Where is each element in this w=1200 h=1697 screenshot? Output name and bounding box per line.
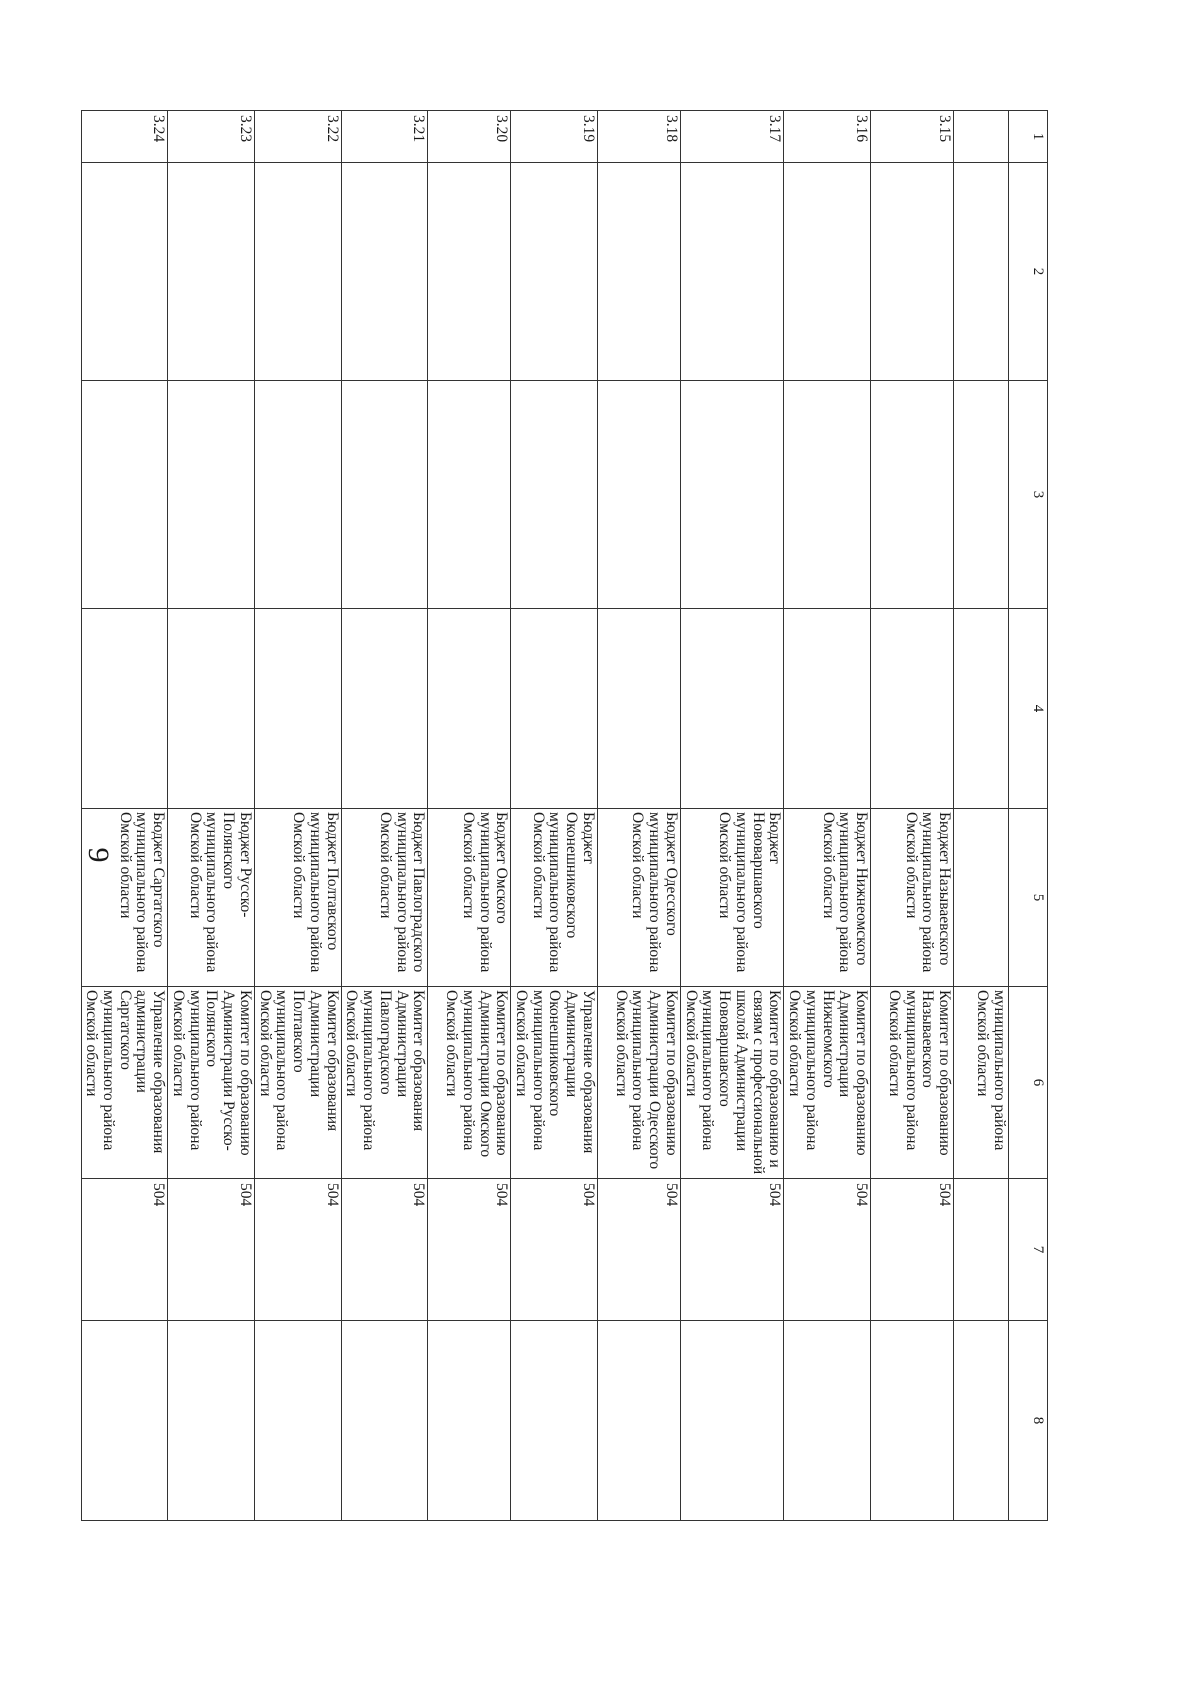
- table-cell: [168, 609, 255, 809]
- table-cell: [871, 163, 954, 381]
- table-row: [511, 111, 598, 1521]
- table-cell: [168, 163, 255, 381]
- table-cell: [954, 381, 1009, 609]
- code-cell: 504: [680, 1179, 783, 1321]
- administrator-cell: Управление образования администрации Саргатского муниципального района Омской области: [81, 987, 168, 1179]
- row-number-cell: 3.18: [597, 111, 680, 163]
- table-cell: [511, 609, 598, 809]
- table-cell: [871, 609, 954, 809]
- administrator-cell: Комитет по образованию Администрации Одесского муниципального района Омской области: [597, 987, 680, 1179]
- table-row: [597, 111, 680, 1521]
- table-cell: [81, 1321, 168, 1521]
- budget-name-cell: Бюджет Павлоградского муниципального района Омской области: [341, 809, 428, 987]
- table-cell: [341, 381, 428, 609]
- row-number-cell: 3.19: [511, 111, 598, 163]
- column-header-2: 2: [1009, 163, 1048, 381]
- continuation-row: [954, 111, 1009, 1521]
- administrator-cell: Комитет образования Администрации Павлоградского муниципального района Омской области: [341, 987, 428, 1179]
- row-number-cell: 3.24: [81, 111, 168, 163]
- table-cell: [511, 381, 598, 609]
- table-cell: [597, 609, 680, 809]
- budget-table-frame: [83, 110, 1048, 1520]
- table-cell: [784, 609, 871, 809]
- administrator-cell: Комитет по образованию Администрации Нижнеомского муниципального района Омской области: [784, 987, 871, 1179]
- budget-name-cell: Бюджет Нововаршавского муниципального района Омской области: [680, 809, 783, 987]
- column-header-3: 3: [1009, 381, 1048, 609]
- table-cell: [341, 1321, 428, 1521]
- column-header-7: 7: [1009, 1179, 1048, 1321]
- page-number: 9: [82, 847, 115, 863]
- table-cell: [784, 1321, 871, 1521]
- administrator-cell: Комитет по образованию Администрации Русско-Полянского муниципального района Омской области: [168, 987, 255, 1179]
- table-cell: [597, 163, 680, 381]
- budget-name-cell: Бюджет Называевского муниципального района Омской области: [871, 809, 954, 987]
- table-cell: [680, 609, 783, 809]
- code-cell: 504: [784, 1179, 871, 1321]
- table-cell: [784, 381, 871, 609]
- table-cell: [954, 1321, 1009, 1521]
- table-cell: [954, 163, 1009, 381]
- budget-name-cell: Бюджет Полтавского муниципального района Омской области: [254, 809, 341, 987]
- table-cell: [954, 111, 1009, 163]
- table-cell: [954, 809, 1009, 987]
- table-cell: [81, 609, 168, 809]
- row-number-cell: 3.20: [428, 111, 511, 163]
- table-cell: [511, 163, 598, 381]
- administrator-cell: Комитет образования Администрации Полтавского муниципального района Омской области: [254, 987, 341, 1179]
- table-cell: [784, 163, 871, 381]
- table-row: [341, 111, 428, 1521]
- row-number-cell: 3.16: [784, 111, 871, 163]
- budget-name-cell: Бюджет Оконешниковского муниципального района Омской области: [511, 809, 598, 987]
- row-number-cell: 3.22: [254, 111, 341, 163]
- continuation-admin-cell: муниципального района Омской области: [954, 987, 1009, 1179]
- table-cell: [81, 163, 168, 381]
- table-cell: [597, 381, 680, 609]
- table-cell: [254, 381, 341, 609]
- administrator-cell: Комитет по образованию Администрации Омского муниципального района Омской области: [428, 987, 511, 1179]
- table-cell: [81, 381, 168, 609]
- row-number-cell: 3.21: [341, 111, 428, 163]
- column-header-6: 6: [1009, 987, 1048, 1179]
- table-cell: [428, 381, 511, 609]
- administrator-cell: Комитет по образованию и связям с профессиональной школой Администрации Нововаршавского муниципального района Омской области: [680, 987, 783, 1179]
- table-cell: [680, 381, 783, 609]
- row-number-cell: 3.15: [871, 111, 954, 163]
- table-cell: [428, 609, 511, 809]
- table-cell: [254, 609, 341, 809]
- table-cell: [871, 381, 954, 609]
- table-cell: [168, 381, 255, 609]
- table-cell: [871, 1321, 954, 1521]
- budget-table: [81, 110, 1048, 1521]
- table-cell: [954, 1179, 1009, 1321]
- table-cell: [954, 609, 1009, 809]
- table-row: [168, 111, 255, 1521]
- budget-name-cell: Бюджет Русско-Полянского муниципального района Омской области: [168, 809, 255, 987]
- table-cell: [428, 163, 511, 381]
- code-cell: 504: [168, 1179, 255, 1321]
- row-number-cell: 3.23: [168, 111, 255, 163]
- table-cell: [254, 163, 341, 381]
- table-cell: [680, 163, 783, 381]
- table-cell: [680, 1321, 783, 1521]
- table-cell: [168, 1321, 255, 1521]
- table-row: [784, 111, 871, 1521]
- code-cell: 504: [254, 1179, 341, 1321]
- table-row: [871, 111, 954, 1521]
- header-row: [1009, 111, 1048, 1521]
- table-cell: [511, 1321, 598, 1521]
- table-cell: [428, 1321, 511, 1521]
- code-cell: 504: [81, 1179, 168, 1321]
- budget-name-cell: Бюджет Саргатского муниципального района Омской области: [81, 809, 168, 987]
- code-cell: 504: [341, 1179, 428, 1321]
- table-row: [680, 111, 783, 1521]
- table-cell: [597, 1321, 680, 1521]
- row-number-cell: 3.17: [680, 111, 783, 163]
- table-cell: [341, 163, 428, 381]
- table-row: [428, 111, 511, 1521]
- table-cell: [254, 1321, 341, 1521]
- administrator-cell: Управление образования Администрации Оконешниковского муниципального района Омской области: [511, 987, 598, 1179]
- code-cell: 504: [597, 1179, 680, 1321]
- table-row: [81, 111, 168, 1521]
- table-row: [254, 111, 341, 1521]
- administrator-cell: Комитет по образованию Называевского муниципального района Омской области: [871, 987, 954, 1179]
- code-cell: 504: [428, 1179, 511, 1321]
- column-header-8: 8: [1009, 1321, 1048, 1521]
- budget-name-cell: Бюджет Одесского муниципального района Омской области: [597, 809, 680, 987]
- budget-name-cell: Бюджет Омского муниципального района Омской области: [428, 809, 511, 987]
- column-header-5: 5: [1009, 809, 1048, 987]
- code-cell: 504: [871, 1179, 954, 1321]
- budget-name-cell: Бюджет Нижнеомского муниципального района Омской области: [784, 809, 871, 987]
- column-header-1: 1: [1009, 111, 1048, 163]
- code-cell: 504: [511, 1179, 598, 1321]
- table-cell: [341, 609, 428, 809]
- column-header-4: 4: [1009, 609, 1048, 809]
